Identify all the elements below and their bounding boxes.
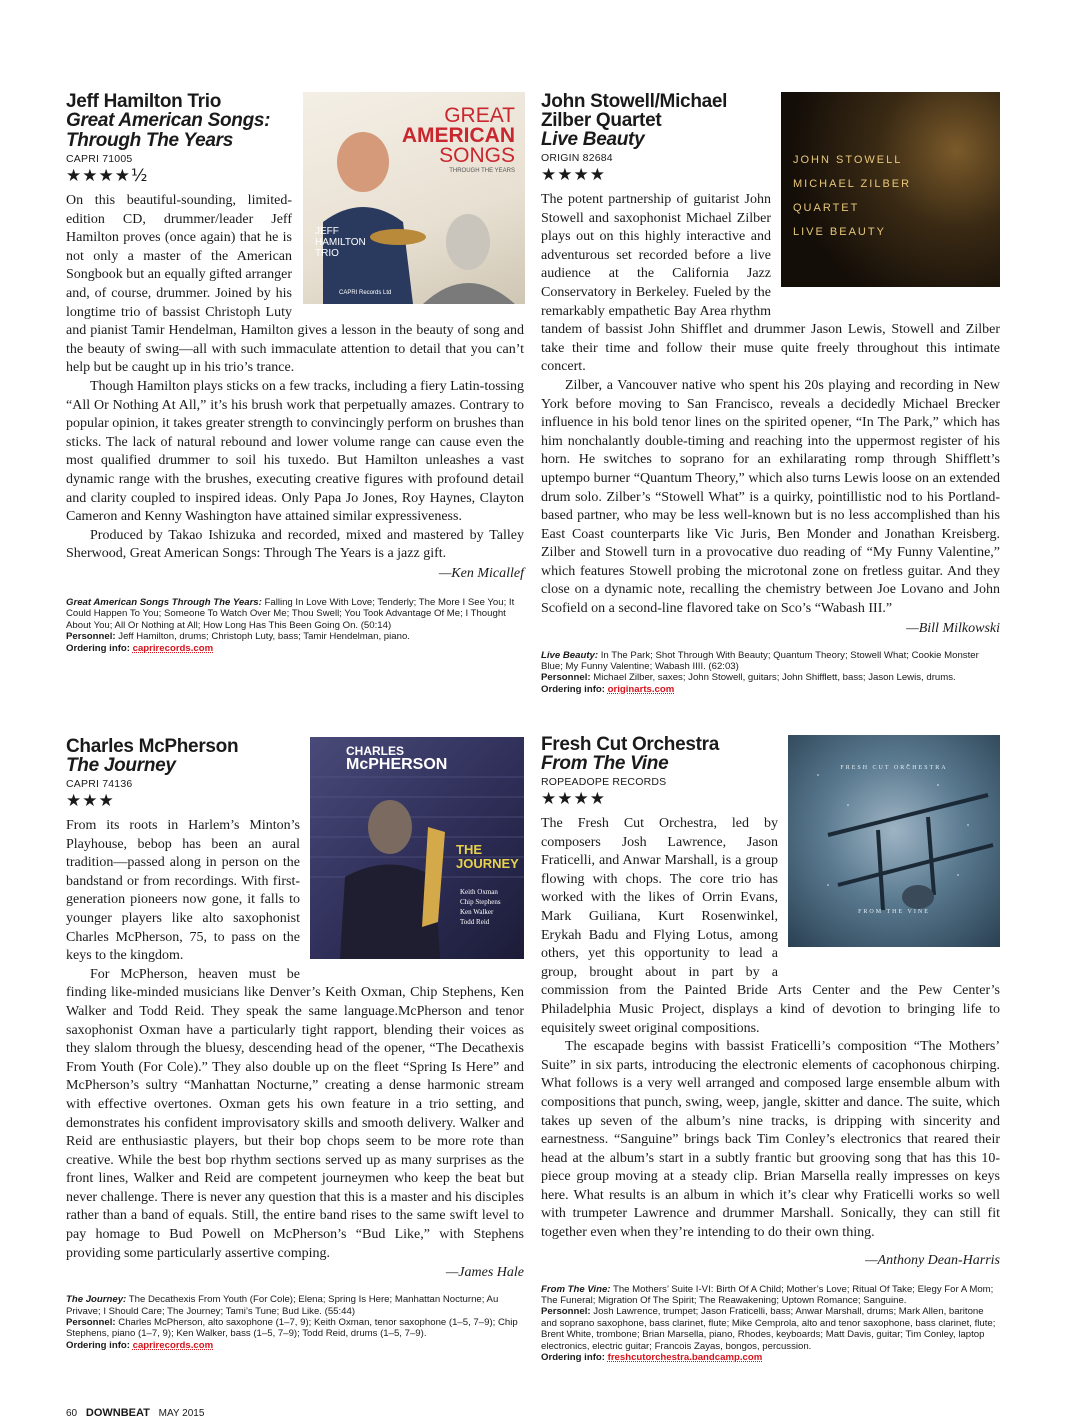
album-title: From The Vine [541,753,669,774]
cover-musicians: Keith Oxman Chip Stephens Ken Walker Todd Reid [460,888,501,926]
page-footer [66,1407,204,1419]
album-title: Great American Songs: Through The Years [66,110,271,151]
ordering-link[interactable]: freshcutorchestra.bandcamp.com [607,1352,763,1364]
star-rating: ★★★★ [541,165,606,185]
artist-name: Jeff Hamilton Trio [66,91,222,112]
artist-name: Charles McPherson [66,736,239,757]
paragraph: On this beautiful-sounding, limited-edition CD, drummer/leader Jeff Hamilton proves (once again) that he is not only a master of the American Songbook but an equally gifted arranger and, of course, drummer. Joined by his longtime trio of bassist Christoph Luty and pianist Tamir Hendelman, Hamilton gives a lesson in the beauty of song and the beauty of swing—all with such immaculate attention to detail that you can’t help but be caught up in his trio’s trance. [66,193,524,376]
cover-bottom-text: FROM THE VINE [858,909,930,915]
record-label: CAPRI 74136 [66,778,133,790]
record-label: CAPRI 71005 [66,153,133,165]
cover-top-text: FRESH CUT ORCHESTRA [840,765,948,771]
cover-band: JEFF HAMILTON TRIO [315,226,366,259]
personnel: Personnel: Josh Lawrence, trumpet; Jason Fraticelli, bass; Anwar Marshall, drums; Mark Allen, baritone and soprano saxophone, bass clarinet, flute; Mike Cemprola, alto and tenor saxophone, bass clarinet, flute; Brent White, trombone; Brian Marsella, piano, Rhodes, keyboards; Matt Davis, guitar; Tim Conley, laptop electronics, electric guitar; Francois Zayas, bongos, percussion. [541,1306,996,1352]
reviewer-signature: —Anthony Dean-Harris [865,1252,1000,1268]
album-credits [541,650,1000,696]
paragraph: The Fresh Cut Orchestra, led by composers Josh Lawrence, Jason Fraticelli, and Anwar Marshall, is a group flowing with chops. The core trio has worked with the likes of Orrin Evans, Mark Guiliana, Kurt Rosenwinkel, Erykah Badu and Flying Lotus, among others, yet this opportunity to lead a group, brought about in part by a commission from the Painted Bride Arts Center and the Pew Center’s Philadelphia Music Project, displays a kind of devotion to bringing life to equisitely sweet original compositions. [541,816,1000,1036]
ordering-info: Ordering info: freshcutorchestra.bandcamp.com [541,1352,763,1364]
paragraph: Produced by Takao Ishizuka and recorded, mixed and mastered by Talley Sherwood, Great American Songs: Through The Years is a jazz gift. [66,527,524,562]
personnel: Personnel: Charles McPherson, alto saxophone (1–7, 9); Keith Oxman, tenor saxophone (1–5, 7–9); Chip Stephens, piano (1–7, 9); Ken Walker, bass (1–5, 7–9); Todd Reid, drums (1–5, 7–9). [66,1317,518,1340]
record-label: ROPEADOPE RECORDS [541,776,667,788]
magazine-name: DOWNBEAT [85,1407,150,1419]
album-credits [66,1294,524,1351]
cover-text: JOHN STOWELL MICHAEL ZILBER QUARTET LIVE BEAUTY [793,154,912,238]
ordering-info: Ordering info: caprirecords.com [66,642,214,654]
cover-title: THE JOURNEY [456,842,519,871]
album-cover-live-beauty [781,92,1000,287]
ordering-link[interactable]: caprirecords.com [132,1339,214,1351]
star-rating: ★★★★½ [66,166,149,186]
star-rating: ★★★★ [541,789,606,809]
page-number: 60 [66,1408,78,1419]
paragraph: The escapade begins with bassist Fraticelli’s composition “The Mothers’ Suite” in six parts, introducing the electronic elements of cacophonous chirping. What follows is a very well arranged and composed large ensemble album with compositions that punch, swing, weep, jangle, skitter and dance. The suite, which takes up seven of the album’s nine tracks, is dripping with sincerity and earnestness. “Sanguine” brings back Tim Conley’s electronics that reared their head at the album’s start in a subtly frantic but grooving song that has this 10-piece group moving at a steady clip. Brian Marsella really impresses on keys here. What results is an album in which it’s clear why Fraticelli works so well with trumpeter Lawrence and drummer Marshall. Sonically, they can still fit together even when they’re intending to do their own thing. [541,1039,1000,1241]
album-title: The Journey [66,755,176,776]
record-label: ORIGIN 82684 [541,152,613,164]
reviewer-signature: —Bill Milkowski [906,620,1000,636]
cover-title: GREAT AMERICAN SONGS THROUGH THE YEARS [401,104,515,174]
personnel: Personnel: Michael Zilber, saxes; John Stowell, guitars; John Shifflett, bass; Jason Lewis, drums. [541,672,956,684]
album-cover-from-the-vine [788,735,1000,947]
cover-artist: CHARLES McPHERSON [346,744,448,773]
paragraph: For McPherson, heaven must be finding like-minded musicians like Denver’s Keith Oxman, Chip Stephens, Ken Walker and Todd Reid. They speak the same language.McPherson and tenor saxophonist Oxman have a particularly tight rapport, blending their voices as they slalom through the bluesy, descending head of the opener, “The Decathexis From Youth (For Cole).” They also double up on the fleet “Spring Is Here” and McPherson’s sultry “Manhattan Nocturne,” creating a dense harmonic stream with effective overtones. Oxman gets his own feature in a trio setting, and demonstrates his confident improvisatory skills and smooth delivery. Walker and Reid are enthusiastic players, but their bop chops seem to be more rote than creative. While the best bop rhythm sections served up as many surprises as the front lines, Walker and Reid are competent journeymen who keep the beat but never challenge. There is never any question that this is a master and his disciples rather than a band of equals. Still, the entire band rises to the same swift level to pay homage to Bud Powell on McPherson’s “Bud Like,” with Stephens providing some particularly assertive comping. [66,966,524,1261]
paragraph: Though Hamilton plays sticks on a few tracks, including a fiery Latin-tossing “All Or Nothing At All,” it’s his brush work that perpetually amazes. Contrary to popular opinion, it takes greater strength to convincingly perform on brushes than sticks. The lack of natural rebound and lower volume range can cause even the most qualified drummer to soil his tuxedo. But Hamilton unleashes a vast dynamic range with the brushes, executing creative figures with profound detail and clarity coupled to inspired ideas. Only Papa Jo Jones, Roy Haynes, Clayton Cameron and Kenny Washington have attained similar expressiveness. [66,378,525,525]
ordering-info: Ordering info: originarts.com [541,683,675,695]
track-list: The Journey: The Decathexis From Youth (For Cole); Elena; Spring Is Here; Manhattan Nocturne; Au Privave; I Should Care; The Journey; Tami’s Tune; Bud Like. (55:44) [66,1294,499,1317]
ordering-link[interactable]: originarts.com [607,683,675,695]
paragraph: Zilber, a Vancouver native who spent his 20s playing and recording in New York before moving to San Francisco, reveals a decidedly Michael Brecker influence in his bold tenor lines on the spirited opener, “In The Park,” which has him nonchalantly double-timing and reaching into the uppermost register of his horn. He switches to soprano for an exhilarating romp through Shifflett’s uptempo burner “Quantum Theory,” which also turns Lewis loose on an extended drum solo. Zilber’s “Stowell What” is a quirky, pointillistic nod to his Portland-based partner, who may be less well-known but is no less accomplished than his East Coast counterparts like Vic Juris, Ben Monder and Jonathan Kreisberg. Zilber and Stowell turn in a provocative duo reading of “My Funny Valentine,” which features Stowell probing the microtonal zone on fretless guitar. And they close on a dynamic note, recalling the chemistry between Joe Lovano and John Scofield on a second-line flavored take on Sco’s “Wabash III.” [541,377,1000,617]
ordering-info: Ordering info: caprirecords.com [66,1339,214,1351]
reviewer-signature: —Ken Micallef [438,565,524,581]
album-credits [66,597,524,654]
artist-name: Fresh Cut Orchestra [541,734,720,755]
track-list: Live Beauty: In The Park; Shot Through With Beauty; Quantum Theory; Stowell What; Cookie Monster Blue; My Funny Valentine; Wabash IIII. (62:03) [541,649,979,673]
reviewer-signature: —James Hale [445,1265,524,1281]
album-credits [541,1284,1000,1364]
track-list: From The Vine: The Mothers’ Suite I-VI: Birth Of A Child; Mother’s Love; Ritual Of Take; Elegy For A Mom; The Funeral; Migration Of The Spirit; The Reawakening; Uptown Romance; Sanguine. [541,1283,994,1307]
personnel: Personnel: Jeff Hamilton, drums; Christoph Luty, bass; Tamir Hendelman, piano. [66,631,410,643]
track-list: Great American Songs Through The Years: Falling In Love With Love; Tenderly; The More I See You; It Could Happen To You; Someone To Watch Over Me; Thou Swell; You Took Advantage Of Me; I Thought About You; All Or Nothing at All; How Long Has This Been Going On. (50:14) [66,596,515,631]
star-rating: ★★★ [66,791,115,811]
album-cover-the-journey [310,737,524,959]
paragraph: From its roots in Harlem’s Minton’s Playhouse, bebop has been an aural tradition—passed along in person on the bandstand or from recordings. With first-generation pioneers now gone, it falls to younger players like alto saxophonist Charles McPherson, 75, to pass on the keys to the kingdom. [66,818,300,964]
ordering-link[interactable]: caprirecords.com [132,642,214,654]
paragraph: The potent partnership of guitarist John Stowell and saxophonist Michael Zilber plays out on this highly interactive and adventurous set recorded before a live audience at the California Jazz Conservatory in Berkeley. Fueled by the remarkably empathetic Bay Area rhythm tandem of bassist John Shifflet and drummer Jason Lewis, Stowell and Zilber take their time and follow their muse quite freely throughout this intimate concert. [541,192,1000,375]
artist-name: John Stowell/Michael Zilber Quartet [541,91,728,131]
album-cover-great-american-songs [303,92,525,304]
album-title: Live Beauty [541,129,645,150]
cover-badge: CAPRI Records Ltd [339,290,392,296]
issue-date: MAY 2015 [158,1408,205,1419]
